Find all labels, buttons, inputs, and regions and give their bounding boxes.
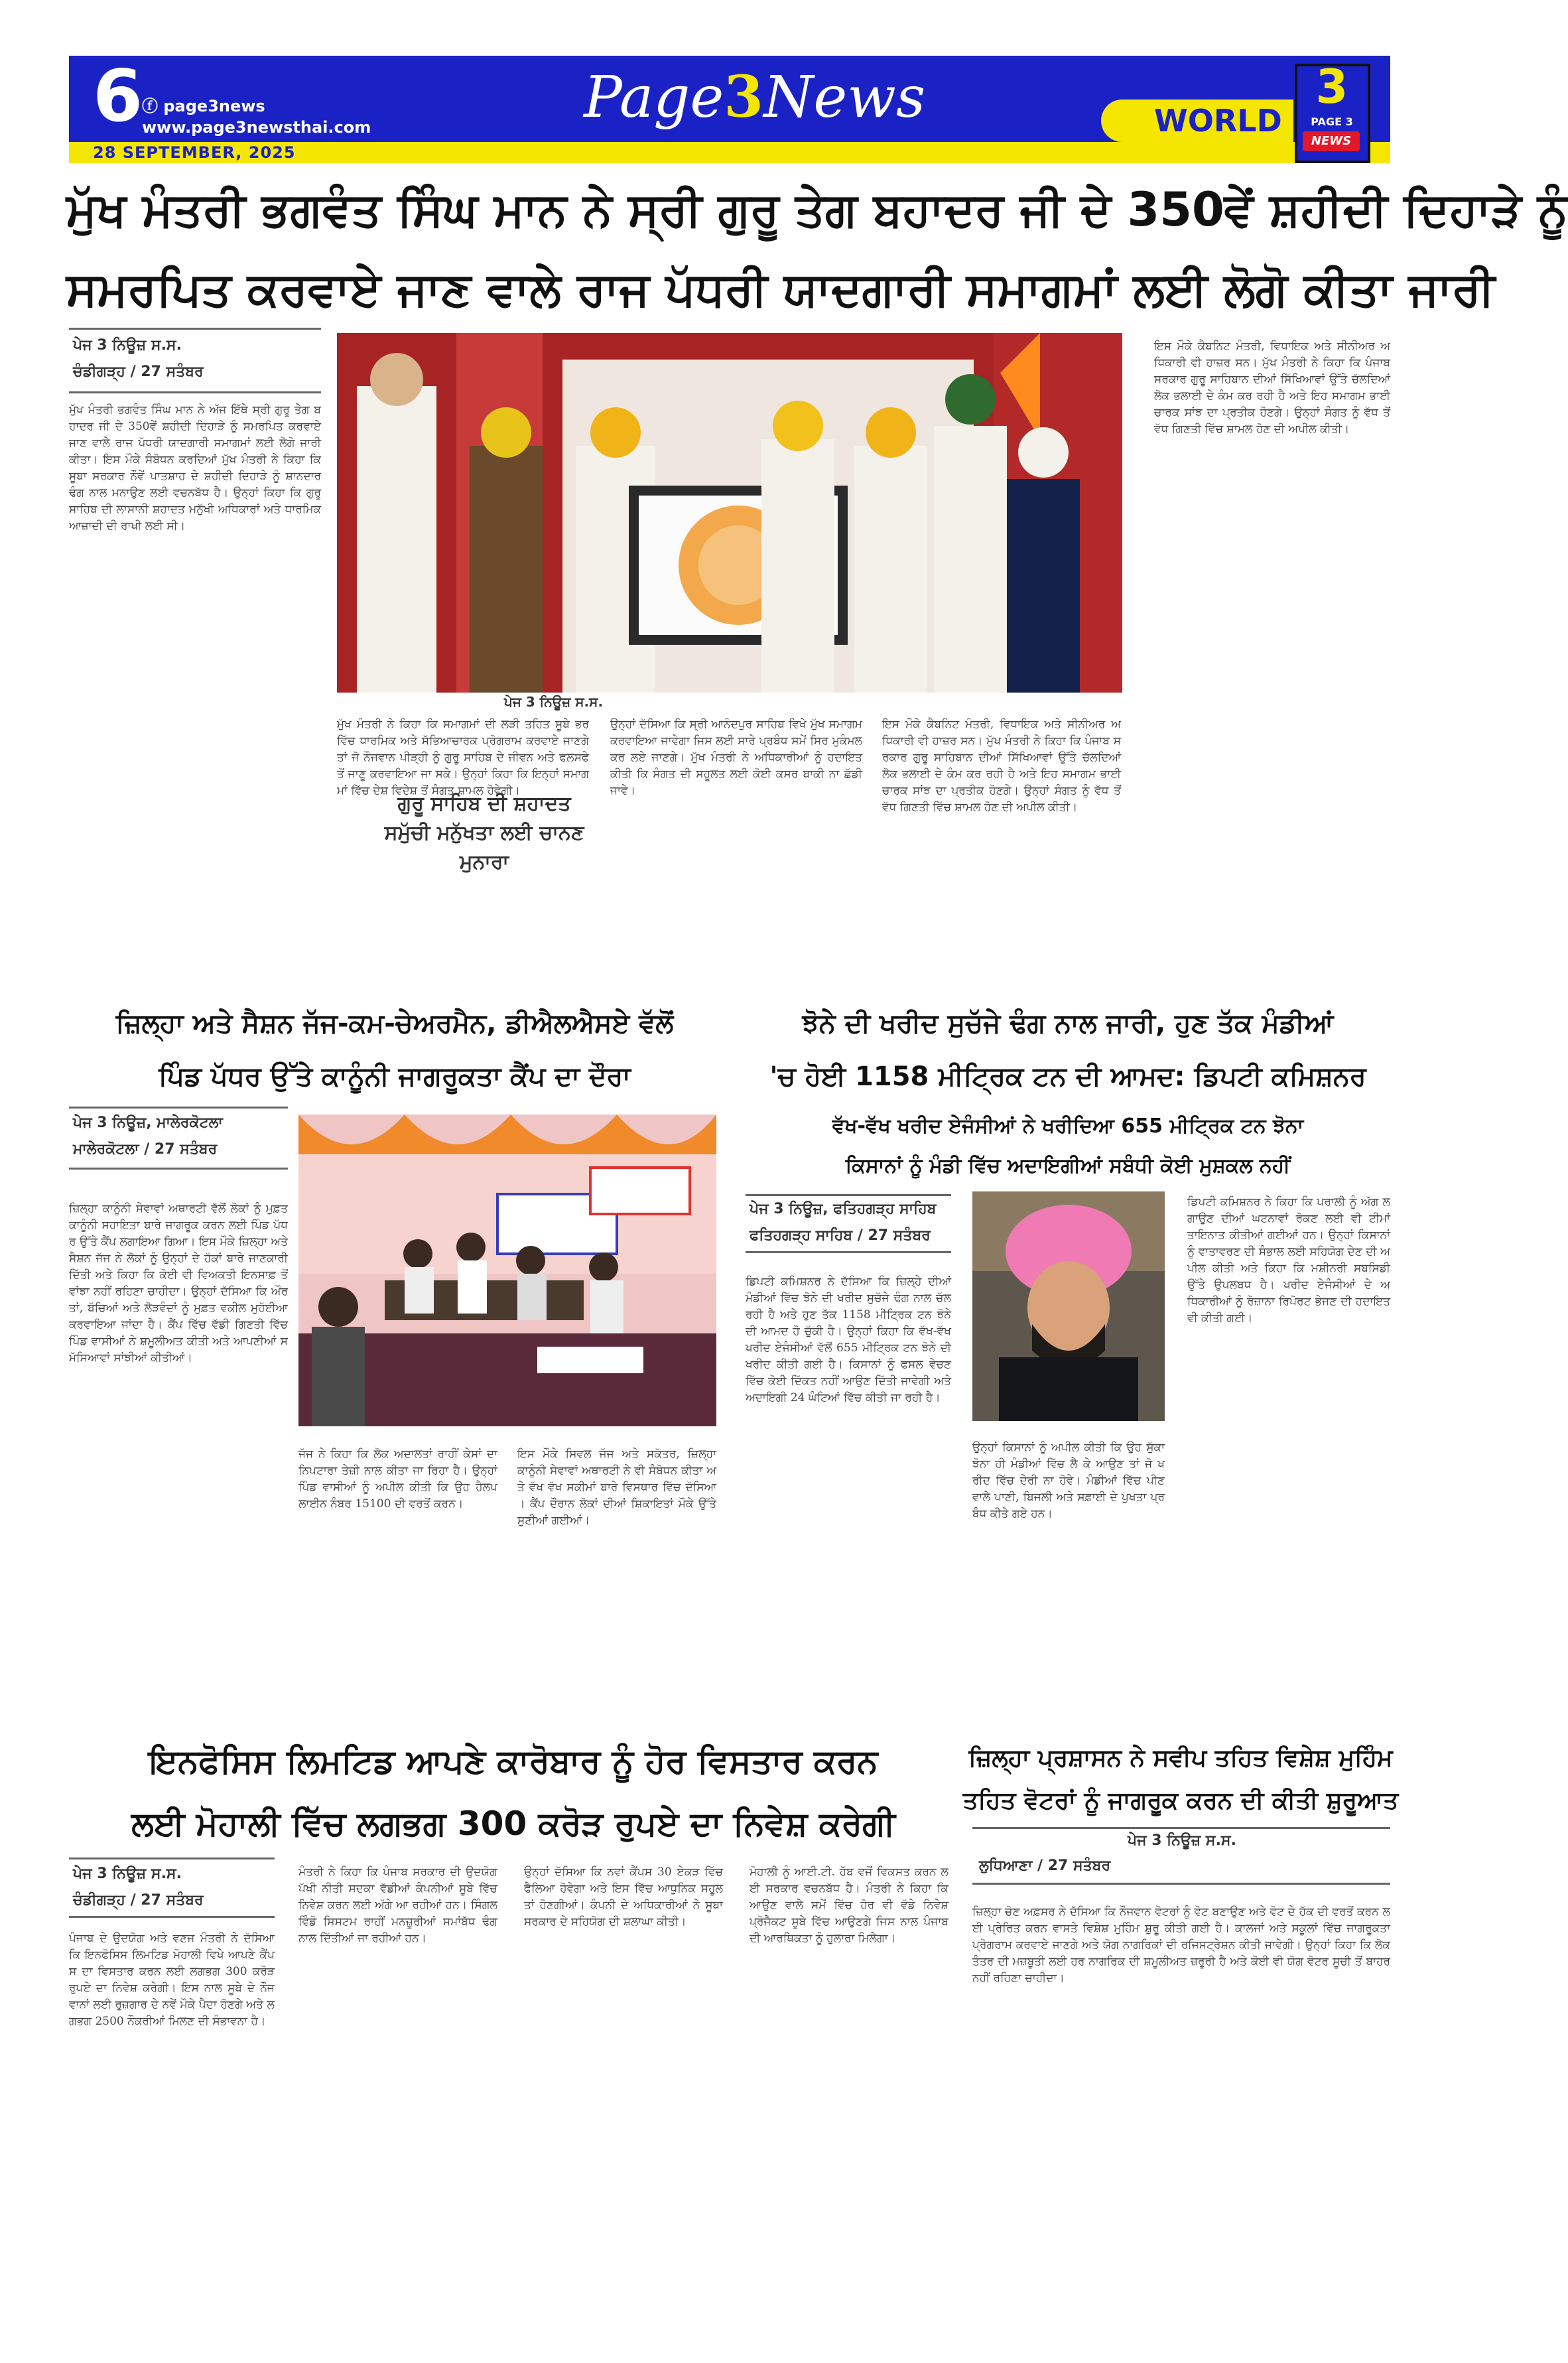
story3-byline: ਪੇਜ 3 ਨਿਊਜ਼, ਫਤਿਹਗੜ੍ਹ ਸਾਹਿਬ	[750, 1201, 937, 1217]
story2-byline: ਪੇਜ 3 ਨਿਊਜ਼, ਮਾਲੇਰਕੋਟਲਾ	[73, 1114, 223, 1131]
story4-dateline: ਚੰਡੀਗੜ੍ਹ / 27 ਸਤੰਬਰ	[73, 1892, 204, 1909]
story5-headline-line1: ਜ਼ਿਲ੍ਹਾ ਪ੍ਰਸ਼ਾਸਨ ਨੇ ਸਵੀਪ ਤਹਿਤ ਵਿਸ਼ੇਸ਼ ਮੁਹਿੰਮ	[968, 1745, 1393, 1772]
issue-date: 28 SEPTEMBER, 2025	[93, 143, 296, 162]
story3-byline-rule	[746, 1194, 951, 1196]
story3-headline-line1: ਝੋਨੇ ਦੀ ਖਰੀਦ ਸੁਚੱਜੇ ਢੰਗ ਨਾਲ ਜਾਰੀ, ਹੁਣ ਤੱਕ ਮੰਡੀਆਂ	[802, 1008, 1334, 1039]
story3-subheadline-line1: ਵੱਖ-ਵੱਖ ਖਰੀਦ ਏਜੰਸੀਆਂ ਨੇ ਖਰੀਦਿਆ 655 ਮੀਟ੍ਰਿਕ ਟਨ ਝੋਨਾ	[832, 1114, 1304, 1138]
story2-headline-line1: ਜ਼ਿਲ੍ਹਾ ਅਤੇ ਸੈਸ਼ਨ ਜੱਜ-ਕਮ-ਚੇਅਰਮੈਨ, ਡੀਐਲਐਸਏ ਵੱਲੋਂ	[115, 1008, 674, 1039]
story2-photo	[298, 1114, 716, 1426]
story1-column-c: ਉਨ੍ਹਾਂ ਦੱਸਿਆ ਕਿ ਸ੍ਰੀ ਆਨੰਦਪੁਰ ਸਾਹਿਬ ਵਿਖੇ ਮੁੱਖ ਸਮਾਗਮ ਕਰਵਾਇਆ ਜਾਵੇਗਾ ਜਿਸ ਲਈ ਸਾਰੇ ਪ੍ਰਬੰਧ ਸਮੇਂ ਸਿਰ ਮੁਕੰਮਲ ਕਰ ਲਏ ਜਾਣਗੇ। ਮੁੱਖ ਮੰਤਰੀ ਨੇ ਅਧਿਕਾਰੀਆਂ ਨੂੰ ਹਦਾਇਤ ਕੀਤੀ ਕਿ ਸੰਗਤ ਦੀ ਸਹੂਲਤ ਲਈ ਕੋਈ ਕਸਰ ਬਾਕੀ ਨਾ ਛੱਡੀ ਜਾਵੇ।	[610, 718, 862, 797]
story4-byline: ਪੇਜ 3 ਨਿਊਜ਼ ਸ.ਸ.	[73, 1865, 182, 1882]
story4-byline-rule	[69, 1857, 275, 1859]
story3-byline-rule-bottom	[746, 1251, 951, 1253]
story4-byline-rule-bottom	[69, 1916, 275, 1918]
story1-column-b: ਮੁੱਖ ਮੰਤਰੀ ਨੇ ਕਿਹਾ ਕਿ ਸਮਾਗਮਾਂ ਦੀ ਲੜੀ ਤਹਿਤ ਸੂਬੇ ਭਰ ਵਿੱਚ ਧਾਰਮਿਕ ਅਤੇ ਸੱਭਿਆਚਾਰਕ ਪ੍ਰੋਗਰਾਮ ਕਰਵਾਏ ਜਾਣਗੇ ਤਾਂ ਜੋ ਨੌਜਵਾਨ ਪੀੜ੍ਹੀ ਨੂੰ ਗੁਰੂ ਸਾਹਿਬ ਦੇ ਜੀਵਨ ਅਤੇ ਫਲਸਫੇ ਤੋਂ ਜਾਣੂ ਕਰਵਾਇਆ ਜਾ ਸਕੇ। ਉਨ੍ਹਾਂ ਕਿਹਾ ਕਿ ਇਨ੍ਹਾਂ ਸਮਾਗਮਾਂ ਵਿੱਚ ਦੇਸ਼ ਵਿਦੇਸ਼ ਤੋਂ ਸੰਗਤ ਸ਼ਾਮਲ ਹੋਵੇਗੀ।	[337, 718, 589, 797]
story1-column-a: ਮੁੱਖ ਮੰਤਰੀ ਭਗਵੰਤ ਸਿੰਘ ਮਾਨ ਨੇ ਅੱਜ ਇੱਥੇ ਸ੍ਰੀ ਗੁਰੂ ਤੇਗ ਬਹਾਦਰ ਜੀ ਦੇ 350ਵੇਂ ਸ਼ਹੀਦੀ ਦਿਹਾੜੇ ਨੂੰ ਸਮਰਪਿਤ ਕਰਵਾਏ ਜਾਣ ਵਾਲੇ ਰਾਜ ਪੱਧਰੀ ਯਾਦਗਾਰੀ ਸਮਾਗਮਾਂ ਲਈ ਲੋਗੋ ਜਾਰੀ ਕੀਤਾ। ਇਸ ਮੌਕੇ ਸੰਬੋਧਨ ਕਰਦਿਆਂ ਮੁੱਖ ਮੰਤਰੀ ਨੇ ਕਿਹਾ ਕਿ ਸੂਬਾ ਸਰਕਾਰ ਨੌਵੇਂ ਪਾਤਸ਼ਾਹ ਦੇ ਸ਼ਹੀਦੀ ਦਿਹਾੜੇ ਨੂੰ ਸ਼ਾਨਦਾਰ ਢੰਗ ਨਾਲ ਮਨਾਉਣ ਲਈ ਵਚਨਬੱਧ ਹੈ। ਉਨ੍ਹਾਂ ਕਿਹਾ ਕਿ ਗੁਰੂ ਸਾਹਿਬ ਦੀ ਲਾਸਾਨੀ ਸ਼ਹਾਦਤ ਮਨੁੱਖੀ ਅਧਿਕਾਰਾਂ ਅਤੇ ਧਾਰਮਿਕ ਆਜ਼ਾਦੀ ਦੀ ਰਾਖੀ ਲਈ ਸੀ।	[69, 403, 321, 533]
story3-subheadline-line2: ਕਿਸਾਨਾਂ ਨੂੰ ਮੰਡੀ ਵਿੱਚ ਅਦਾਇਗੀਆਂ ਸਬੰਧੀ ਕੋਈ ਮੁਸ਼ਕਲ ਨਹੀਂ	[845, 1154, 1291, 1178]
brand-logo-left: Page	[584, 64, 724, 131]
section-label: WORLD	[1154, 103, 1282, 139]
story2-dateline: ਮਾਲੇਰਕੋਟਲਾ / 27 ਸਤੰਬਰ	[73, 1141, 218, 1158]
story1-photo	[337, 333, 1122, 693]
story1-column-e: ਇਸ ਮੌਕੇ ਕੈਬਨਿਟ ਮੰਤਰੀ, ਵਿਧਾਇਕ ਅਤੇ ਸੀਨੀਅਰ ਅਧਿਕਾਰੀ ਵੀ ਹਾਜ਼ਰ ਸਨ। ਮੁੱਖ ਮੰਤਰੀ ਨੇ ਕਿਹਾ ਕਿ ਪੰਜਾਬ ਸਰਕਾਰ ਗੁਰੂ ਸਾਹਿਬਾਨ ਦੀਆਂ ਸਿੱਖਿਆਵਾਂ ਉੱਤੇ ਚੱਲਦਿਆਂ ਲੋਕ ਭਲਾਈ ਦੇ ਕੰਮ ਕਰ ਰਹੀ ਹੈ ਅਤੇ ਇਹ ਸਮਾਗਮ ਭਾਈਚਾਰਕ ਸਾਂਝ ਦਾ ਪ੍ਰਤੀਕ ਹੋਣਗੇ। ਉਨ੍ਹਾਂ ਸੰਗਤ ਨੂੰ ਵੱਧ ਤੋਂ ਵੱਧ ਗਿਣਤੀ ਵਿੱਚ ਸ਼ਾਮਲ ਹੋਣ ਦੀ ਅਪੀਲ ਕੀਤੀ।	[1154, 340, 1390, 436]
social-handle[interactable]	[142, 93, 265, 116]
website-link[interactable]: www.page3newsthai.com	[142, 118, 371, 137]
story1-byline-rule-bottom	[69, 391, 321, 393]
brand-logo-right: News	[763, 64, 925, 131]
badge-subtitle: PAGE 3	[1311, 115, 1353, 128]
story1-column-d: ਇਸ ਮੌਕੇ ਕੈਬਨਿਟ ਮੰਤਰੀ, ਵਿਧਾਇਕ ਅਤੇ ਸੀਨੀਅਰ ਅਧਿਕਾਰੀ ਵੀ ਹਾਜ਼ਰ ਸਨ। ਮੁੱਖ ਮੰਤਰੀ ਨੇ ਕਿਹਾ ਕਿ ਪੰਜਾਬ ਸਰਕਾਰ ਗੁਰੂ ਸਾਹਿਬਾਨ ਦੀਆਂ ਸਿੱਖਿਆਵਾਂ ਉੱਤੇ ਚੱਲਦਿਆਂ ਲੋਕ ਭਲਾਈ ਦੇ ਕੰਮ ਕਰ ਰਹੀ ਹੈ ਅਤੇ ਇਹ ਸਮਾਗਮ ਭਾਈਚਾਰਕ ਸਾਂਝ ਦਾ ਪ੍ਰਤੀਕ ਹੋਣਗੇ। ਉਨ੍ਹਾਂ ਸੰਗਤ ਨੂੰ ਵੱਧ ਤੋਂ ਵੱਧ ਗਿਣਤੀ ਵਿੱਚ ਸ਼ਾਮਲ ਹੋਣ ਦੀ ਅਪੀਲ ਕੀਤੀ।	[882, 718, 1121, 814]
story1-headline-line1: ਮੁੱਖ ਮੰਤਰੀ ਭਗਵੰਤ ਸਿੰਘ ਮਾਨ ਨੇ ਸ੍ਰੀ ਗੁਰੂ ਤੇਗ ਬਹਾਦਰ ਜੀ ਦੇ 350ਵੇਂ ਸ਼ਹੀਦੀ ਦਿਹਾੜੇ ਨੂੰ	[66, 182, 1568, 237]
story3-dateline: ਫਤਿਹਗੜ੍ਹ ਸਾਹਿਬ / 27 ਸਤੰਬਰ	[750, 1227, 931, 1244]
story1-headline-line2: ਸਮਰਪਿਤ ਕਰਵਾਏ ਜਾਣ ਵਾਲੇ ਰਾਜ ਪੱਧਰੀ ਯਾਦਗਾਰੀ ਸਮਾਗਮਾਂ ਲਈ ਲੋਗੋ ਕੀਤਾ ਜਾਰੀ	[66, 262, 1495, 316]
brand-logo	[584, 64, 925, 131]
story4-column-d: ਮੋਹਾਲੀ ਨੂੰ ਆਈ.ਟੀ. ਹੱਬ ਵਜੋਂ ਵਿਕਸਤ ਕਰਨ ਲਈ ਸਰਕਾਰ ਵਚਨਬੱਧ ਹੈ। ਮੰਤਰੀ ਨੇ ਕਿਹਾ ਕਿ ਆਉਣ ਵਾਲੇ ਸਮੇਂ ਵਿੱਚ ਹੋਰ ਵੀ ਵੱਡੇ ਨਿਵੇਸ਼ ਪ੍ਰੋਜੈਕਟ ਸੂਬੇ ਵਿੱਚ ਆਉਣਗੇ ਜਿਸ ਨਾਲ ਪੰਜਾਬ ਦੀ ਆਰਥਿਕਤਾ ਨੂੰ ਹੁਲਾਰਾ ਮਿਲੇਗਾ।	[750, 1865, 948, 1945]
facebook-icon: ⓕ	[142, 97, 164, 115]
story1-photo-caption: ਪੇਜ 3 ਨਿਊਜ਼ ਸ.ਸ.	[504, 694, 604, 710]
story2-column-b: ਜੱਜ ਨੇ ਕਿਹਾ ਕਿ ਲੋਕ ਅਦਾਲਤਾਂ ਰਾਹੀਂ ਕੇਸਾਂ ਦਾ ਨਿਪਟਾਰਾ ਤੇਜ਼ੀ ਨਾਲ ਕੀਤਾ ਜਾ ਰਿਹਾ ਹੈ। ਉਨ੍ਹਾਂ ਪਿੰਡ ਵਾਸੀਆਂ ਨੂੰ ਅਪੀਲ ਕੀਤੀ ਕਿ ਉਹ ਹੈਲਪਲਾਈਨ ਨੰਬਰ 15100 ਦੀ ਵਰਤੋਂ ਕਰਨ।	[298, 1448, 497, 1511]
story2-byline-rule	[69, 1107, 288, 1109]
story2-headline-line2: ਪਿੰਡ ਪੱਧਰ ਉੱਤੇ ਕਾਨੂੰਨੀ ਜਾਗਰੂਕਤਾ ਕੈਂਪ ਦਾ ਦੌਰਾ	[159, 1061, 631, 1092]
story1-byline-rule	[69, 328, 321, 330]
story5-dateline: ਲੁਧਿਆਣਾ / 27 ਸਤੰਬਰ	[979, 1857, 1111, 1874]
story2-column-c: ਇਸ ਮੌਕੇ ਸਿਵਲ ਜੱਜ ਅਤੇ ਸਕੱਤਰ, ਜ਼ਿਲ੍ਹਾ ਕਾਨੂੰਨੀ ਸੇਵਾਵਾਂ ਅਥਾਰਟੀ ਨੇ ਵੀ ਸੰਬੋਧਨ ਕੀਤਾ ਅਤੇ ਵੱਖ ਵੱਖ ਸਕੀਮਾਂ ਬਾਰੇ ਵਿਸਥਾਰ ਵਿੱਚ ਦੱਸਿਆ। ਕੈਂਪ ਦੌਰਾਨ ਲੋਕਾਂ ਦੀਆਂ ਸ਼ਿਕਾਇਤਾਂ ਮੌਕੇ ਉੱਤੇ ਸੁਣੀਆਂ ਗਈਆਂ।	[517, 1448, 716, 1527]
badge-number: 3	[1315, 60, 1348, 114]
story4-column-b: ਮੰਤਰੀ ਨੇ ਕਿਹਾ ਕਿ ਪੰਜਾਬ ਸਰਕਾਰ ਦੀ ਉਦਯੋਗ ਪੱਖੀ ਨੀਤੀ ਸਦਕਾ ਵੱਡੀਆਂ ਕੰਪਨੀਆਂ ਸੂਬੇ ਵਿੱਚ ਨਿਵੇਸ਼ ਕਰਨ ਲਈ ਅੱਗੇ ਆ ਰਹੀਆਂ ਹਨ। ਸਿੰਗਲ ਵਿੰਡੋ ਸਿਸਟਮ ਰਾਹੀਂ ਮਨਜ਼ੂਰੀਆਂ ਸਮਾਂਬੱਧ ਢੰਗ ਨਾਲ ਦਿੱਤੀਆਂ ਜਾ ਰਹੀਆਂ ਹਨ।	[298, 1865, 497, 1945]
story5-headline-line2: ਤਹਿਤ ਵੋਟਰਾਂ ਨੂੰ ਜਾਗਰੂਕ ਕਰਨ ਦੀ ਕੀਤੀ ਸ਼ੁਰੂਆਤ	[962, 1787, 1399, 1814]
story2-column-a: ਜ਼ਿਲ੍ਹਾ ਕਾਨੂੰਨੀ ਸੇਵਾਵਾਂ ਅਥਾਰਟੀ ਵੱਲੋਂ ਲੋਕਾਂ ਨੂੰ ਮੁਫ਼ਤ ਕਾਨੂੰਨੀ ਸਹਾਇਤਾ ਬਾਰੇ ਜਾਗਰੂਕ ਕਰਨ ਲਈ ਪਿੰਡ ਪੱਧਰ ਉੱਤੇ ਕੈਂਪ ਲਗਾਇਆ ਗਿਆ। ਇਸ ਮੌਕੇ ਜ਼ਿਲ੍ਹਾ ਅਤੇ ਸੈਸ਼ਨ ਜੱਜ ਨੇ ਲੋਕਾਂ ਨੂੰ ਉਨ੍ਹਾਂ ਦੇ ਹੱਕਾਂ ਬਾਰੇ ਜਾਣਕਾਰੀ ਦਿੱਤੀ ਅਤੇ ਕਿਹਾ ਕਿ ਕੋਈ ਵੀ ਵਿਅਕਤੀ ਇਨਸਾਫ਼ ਤੋਂ ਵਾਂਝਾ ਨਹੀਂ ਰਹਿਣਾ ਚਾਹੀਦਾ। ਉਨ੍ਹਾਂ ਦੱਸਿਆ ਕਿ ਔਰਤਾਂ, ਬੱਚਿਆਂ ਅਤੇ ਲੋੜਵੰਦਾਂ ਨੂੰ ਮੁਫ਼ਤ ਵਕੀਲ ਮੁਹੱਈਆ ਕਰਵਾਇਆ ਜਾਂਦਾ ਹੈ। ਕੈਂਪ ਵਿੱਚ ਵੱਡੀ ਗਿਣਤੀ ਵਿੱਚ ਪਿੰਡ ਵਾਸੀਆਂ ਨੇ ਸ਼ਮੂਲੀਅਤ ਕੀਤੀ ਅਤੇ ਆਪਣੀਆਂ ਸਮੱਸਿਆਵਾਂ ਸਾਂਝੀਆਂ ਕੀਤੀਆਂ।	[69, 1202, 288, 1365]
brand-logo-three: 3	[724, 64, 764, 131]
badge-news-tag: NEWS	[1303, 131, 1360, 151]
page-number: 6	[93, 55, 143, 138]
story1-pullquote: ਗੁਰੂ ਸਾਹਿਬ ਦੀ ਸ਼ਹਾਦਤ ਸਮੁੱਚੀ ਮਨੁੱਖਤਾ ਲਈ ਚਾਨਣ ਮੁਨਾਰਾ	[384, 792, 584, 874]
story5-byline-rule-bottom	[972, 1883, 1390, 1885]
story3-column-c: ਡਿਪਟੀ ਕਮਿਸ਼ਨਰ ਨੇ ਕਿਹਾ ਕਿ ਪਰਾਲੀ ਨੂੰ ਅੱਗ ਲਗਾਉਣ ਦੀਆਂ ਘਟਨਾਵਾਂ ਰੋਕਣ ਲਈ ਵੀ ਟੀਮਾਂ ਤਾਇਨਾਤ ਕੀਤੀਆਂ ਗਈਆਂ ਹਨ। ਉਨ੍ਹਾਂ ਕਿਸਾਨਾਂ ਨੂੰ ਵਾਤਾਵਰਣ ਦੀ ਸੰਭਾਲ ਲਈ ਸਹਿਯੋਗ ਦੇਣ ਦੀ ਅਪੀਲ ਕੀਤੀ ਅਤੇ ਕਿਹਾ ਕਿ ਮਸ਼ੀਨਰੀ ਸਬਸਿਡੀ ਉੱਤੇ ਉਪਲਬਧ ਹੈ। ਖਰੀਦ ਏਜੰਸੀਆਂ ਦੇ ਅਧਿਕਾਰੀਆਂ ਨੂੰ ਰੋਜ਼ਾਨਾ ਰਿਪੋਰਟ ਭੇਜਣ ਦੀ ਹਦਾਇਤ ਵੀ ਕੀਤੀ ਗਈ।	[1187, 1195, 1390, 1325]
story5-byline: ਪੇਜ 3 ਨਿਊਜ਼ ਸ.ਸ.	[1128, 1832, 1236, 1849]
story3-headline-line2: 'ਚ ਹੋਈ 1158 ਮੀਟ੍ਰਿਕ ਟਨ ਦੀ ਆਮਦ: ਡਿਪਟੀ ਕਮਿਸ਼ਨਰ	[769, 1061, 1366, 1092]
story3-column-a: ਡਿਪਟੀ ਕਮਿਸ਼ਨਰ ਨੇ ਦੱਸਿਆ ਕਿ ਜ਼ਿਲ੍ਹੇ ਦੀਆਂ ਮੰਡੀਆਂ ਵਿੱਚ ਝੋਨੇ ਦੀ ਖਰੀਦ ਸੁਚੱਜੇ ਢੰਗ ਨਾਲ ਚੱਲ ਰਹੀ ਹੈ ਅਤੇ ਹੁਣ ਤੱਕ 1158 ਮੀਟ੍ਰਿਕ ਟਨ ਝੋਨੇ ਦੀ ਆਮਦ ਹੋ ਚੁੱਕੀ ਹੈ। ਉਨ੍ਹਾਂ ਕਿਹਾ ਕਿ ਵੱਖ-ਵੱਖ ਖਰੀਦ ਏਜੰਸੀਆਂ ਵੱਲੋਂ 655 ਮੀਟ੍ਰਿਕ ਟਨ ਝੋਨੇ ਦੀ ਖਰੀਦ ਕੀਤੀ ਗਈ ਹੈ। ਕਿਸਾਨਾਂ ਨੂੰ ਫਸਲ ਵੇਚਣ ਵਿੱਚ ਕੋਈ ਦਿੱਕਤ ਨਹੀਂ ਆਉਣ ਦਿੱਤੀ ਜਾਵੇਗੀ ਅਤੇ ਅਦਾਇਗੀ 24 ਘੰਟਿਆਂ ਵਿੱਚ ਕੀਤੀ ਜਾ ਰਹੀ ਹੈ।	[746, 1275, 951, 1404]
story2-byline-rule-bottom	[69, 1168, 288, 1170]
story3-portrait-photo	[972, 1191, 1165, 1421]
story1-byline: ਪੇਜ 3 ਨਿਊਜ਼ ਸ.ਸ.	[73, 337, 182, 354]
story1-dateline: ਚੰਡੀਗੜ੍ਹ / 27 ਸਤੰਬਰ	[73, 364, 204, 380]
story5-byline-rule	[972, 1827, 1390, 1829]
story4-headline-line2: ਲਈ ਮੋਹਾਲੀ ਵਿੱਚ ਲਗਭਗ 300 ਕਰੋੜ ਰੁਪਏ ਦਾ ਨਿਵੇਸ਼ ਕਰੇਗੀ	[131, 1804, 895, 1843]
story4-headline-line1: ਇਨਫੋਸਿਸ ਲਿਮਟਿਡ ਆਪਣੇ ਕਾਰੋਬਾਰ ਨੂੰ ਹੋਰ ਵਿਸਤਾਰ ਕਰਨ	[149, 1742, 878, 1781]
story4-column-a: ਪੰਜਾਬ ਦੇ ਉਦਯੋਗ ਅਤੇ ਵਣਜ ਮੰਤਰੀ ਨੇ ਦੱਸਿਆ ਕਿ ਇਨਫੋਸਿਸ ਲਿਮਟਿਡ ਮੋਹਾਲੀ ਵਿਖੇ ਆਪਣੇ ਕੈਂਪਸ ਦਾ ਵਿਸਤਾਰ ਕਰਨ ਲਈ ਲਗਭਗ 300 ਕਰੋੜ ਰੁਪਏ ਦਾ ਨਿਵੇਸ਼ ਕਰੇਗੀ। ਇਸ ਨਾਲ ਸੂਬੇ ਦੇ ਨੌਜਵਾਨਾਂ ਲਈ ਰੁਜ਼ਗਾਰ ਦੇ ਨਵੇਂ ਮੌਕੇ ਪੈਦਾ ਹੋਣਗੇ ਅਤੇ ਲਗਭਗ 2500 ਨੌਕਰੀਆਂ ਮਿਲਣ ਦੀ ਸੰਭਾਵਨਾ ਹੈ।	[69, 1932, 275, 2028]
story4-column-c: ਉਨ੍ਹਾਂ ਦੱਸਿਆ ਕਿ ਨਵਾਂ ਕੈਂਪਸ 30 ਏਕੜ ਵਿੱਚ ਫੈਲਿਆ ਹੋਵੇਗਾ ਅਤੇ ਇਸ ਵਿੱਚ ਆਧੁਨਿਕ ਸਹੂਲਤਾਂ ਹੋਣਗੀਆਂ। ਕੰਪਨੀ ਦੇ ਅਧਿਕਾਰੀਆਂ ਨੇ ਸੂਬਾ ਸਰਕਾਰ ਦੇ ਸਹਿਯੋਗ ਦੀ ਸ਼ਲਾਘਾ ਕੀਤੀ।	[524, 1865, 723, 1928]
social-handle-text: page3news	[163, 97, 265, 115]
story3-column-b: ਉਨ੍ਹਾਂ ਕਿਸਾਨਾਂ ਨੂੰ ਅਪੀਲ ਕੀਤੀ ਕਿ ਉਹ ਸੁੱਕਾ ਝੋਨਾ ਹੀ ਮੰਡੀਆਂ ਵਿੱਚ ਲੈ ਕੇ ਆਉਣ ਤਾਂ ਜੋ ਖਰੀਦ ਵਿੱਚ ਦੇਰੀ ਨਾ ਹੋਵੇ। ਮੰਡੀਆਂ ਵਿੱਚ ਪੀਣ ਵਾਲੇ ਪਾਣੀ, ਬਿਜਲੀ ਅਤੇ ਸਫ਼ਾਈ ਦੇ ਪੁਖਤਾ ਪ੍ਰਬੰਧ ਕੀਤੇ ਗਏ ਹਨ।	[972, 1441, 1165, 1520]
story5-column-a: ਜ਼ਿਲ੍ਹਾ ਚੋਣ ਅਫ਼ਸਰ ਨੇ ਦੱਸਿਆ ਕਿ ਨੌਜਵਾਨ ਵੋਟਰਾਂ ਨੂੰ ਵੋਟ ਬਣਾਉਣ ਅਤੇ ਵੋਟ ਦੇ ਹੱਕ ਦੀ ਵਰਤੋਂ ਕਰਨ ਲਈ ਪ੍ਰੇਰਿਤ ਕਰਨ ਵਾਸਤੇ ਵਿਸ਼ੇਸ਼ ਮੁਹਿੰਮ ਸ਼ੁਰੂ ਕੀਤੀ ਗਈ ਹੈ। ਕਾਲਜਾਂ ਅਤੇ ਸਕੂਲਾਂ ਵਿੱਚ ਜਾਗਰੂਕਤਾ ਪ੍ਰੋਗਰਾਮ ਕਰਵਾਏ ਜਾਣਗੇ ਅਤੇ ਯੋਗ ਨਾਗਰਿਕਾਂ ਦੀ ਰਜਿਸਟ੍ਰੇਸ਼ਨ ਕੀਤੀ ਜਾਵੇਗੀ। ਉਨ੍ਹਾਂ ਕਿਹਾ ਕਿ ਲੋਕਤੰਤਰ ਦੀ ਮਜ਼ਬੂਤੀ ਲਈ ਹਰ ਨਾਗਰਿਕ ਦੀ ਸ਼ਮੂਲੀਅਤ ਜ਼ਰੂਰੀ ਹੈ ਅਤੇ ਕੋਈ ਵੀ ਯੋਗ ਵੋਟਰ ਸੂਚੀ ਤੋਂ ਬਾਹਰ ਨਹੀਂ ਰਹਿਣਾ ਚਾਹੀਦਾ।	[972, 1905, 1390, 1985]
